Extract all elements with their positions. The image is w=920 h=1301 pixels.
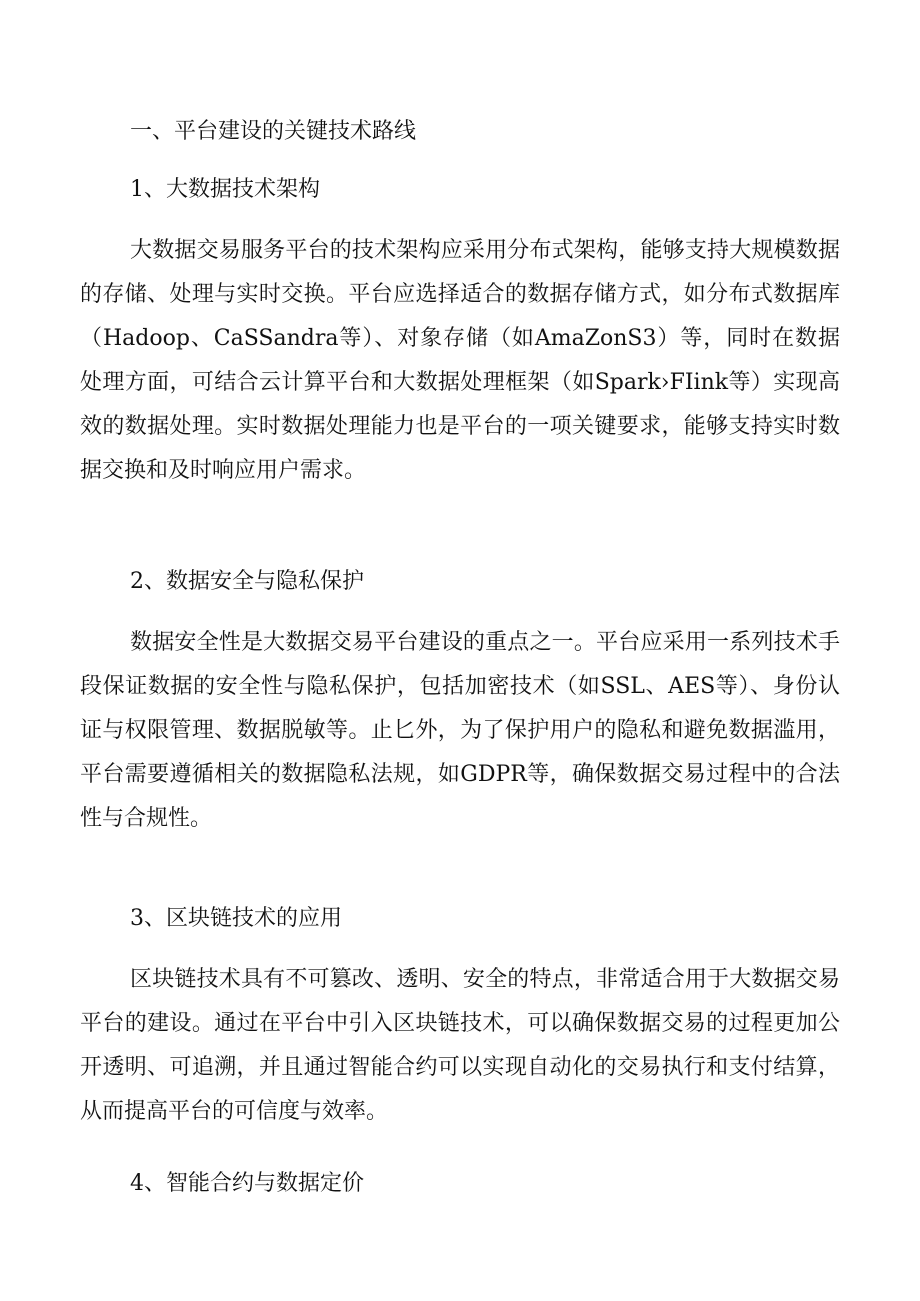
subsection-heading-2: 2、数据安全与隐私保护 — [130, 569, 364, 594]
subsection-heading-1: 1、大数据技术架构 — [130, 177, 320, 202]
subsection-heading-3: 3、区块链技术的应用 — [130, 906, 342, 931]
paragraph-architecture: 大数据交易服务平台的技术架构应采用分布式架构，能够支持大规模数据的存储、处理与实时交换。平台应选择适合的数据存储方式，如分布式数据库（Hadoop、CaSSandra等）、对象存储（如AmaZonS3）等，同时在数据处理方面，可结合云计算平台和大数据处理框架（如Spark›FIink等）实现高效的数据处理。实时数据处理能力也是平台的一项关键要求，能够支持实时数据交换和及时响应用户需求。 — [80, 238, 840, 483]
section-heading: 一、平台建设的关键技术路线 — [130, 119, 417, 144]
subsection-heading-4: 4、智能合约与数据定价 — [130, 1171, 364, 1196]
paragraph-blockchain: 区块链技术具有不可篡改、透明、安全的特点，非常适合用于大数据交易平台的建设。通过在平台中引入区块链技术，可以确保数据交易的过程更加公开透明、可追溯，并且通过智能合约可以实现自动化的交易执行和支付结算，从而提高平台的可信度与效率。 — [80, 967, 840, 1124]
paragraph-security: 数据安全性是大数据交易平台建设的重点之一。平台应采用一系列技术手段保证数据的安全性与隐私保护，包括加密技术（如SSL、AES等）、身份认证与权限管理、数据脱敏等。止匕外，为了保护用户的隐私和避免数据滥用，平台需要遵循相关的数据隐私法规，如GDPR等，确保数据交易过程中的合法性与合规性。 — [80, 630, 840, 831]
